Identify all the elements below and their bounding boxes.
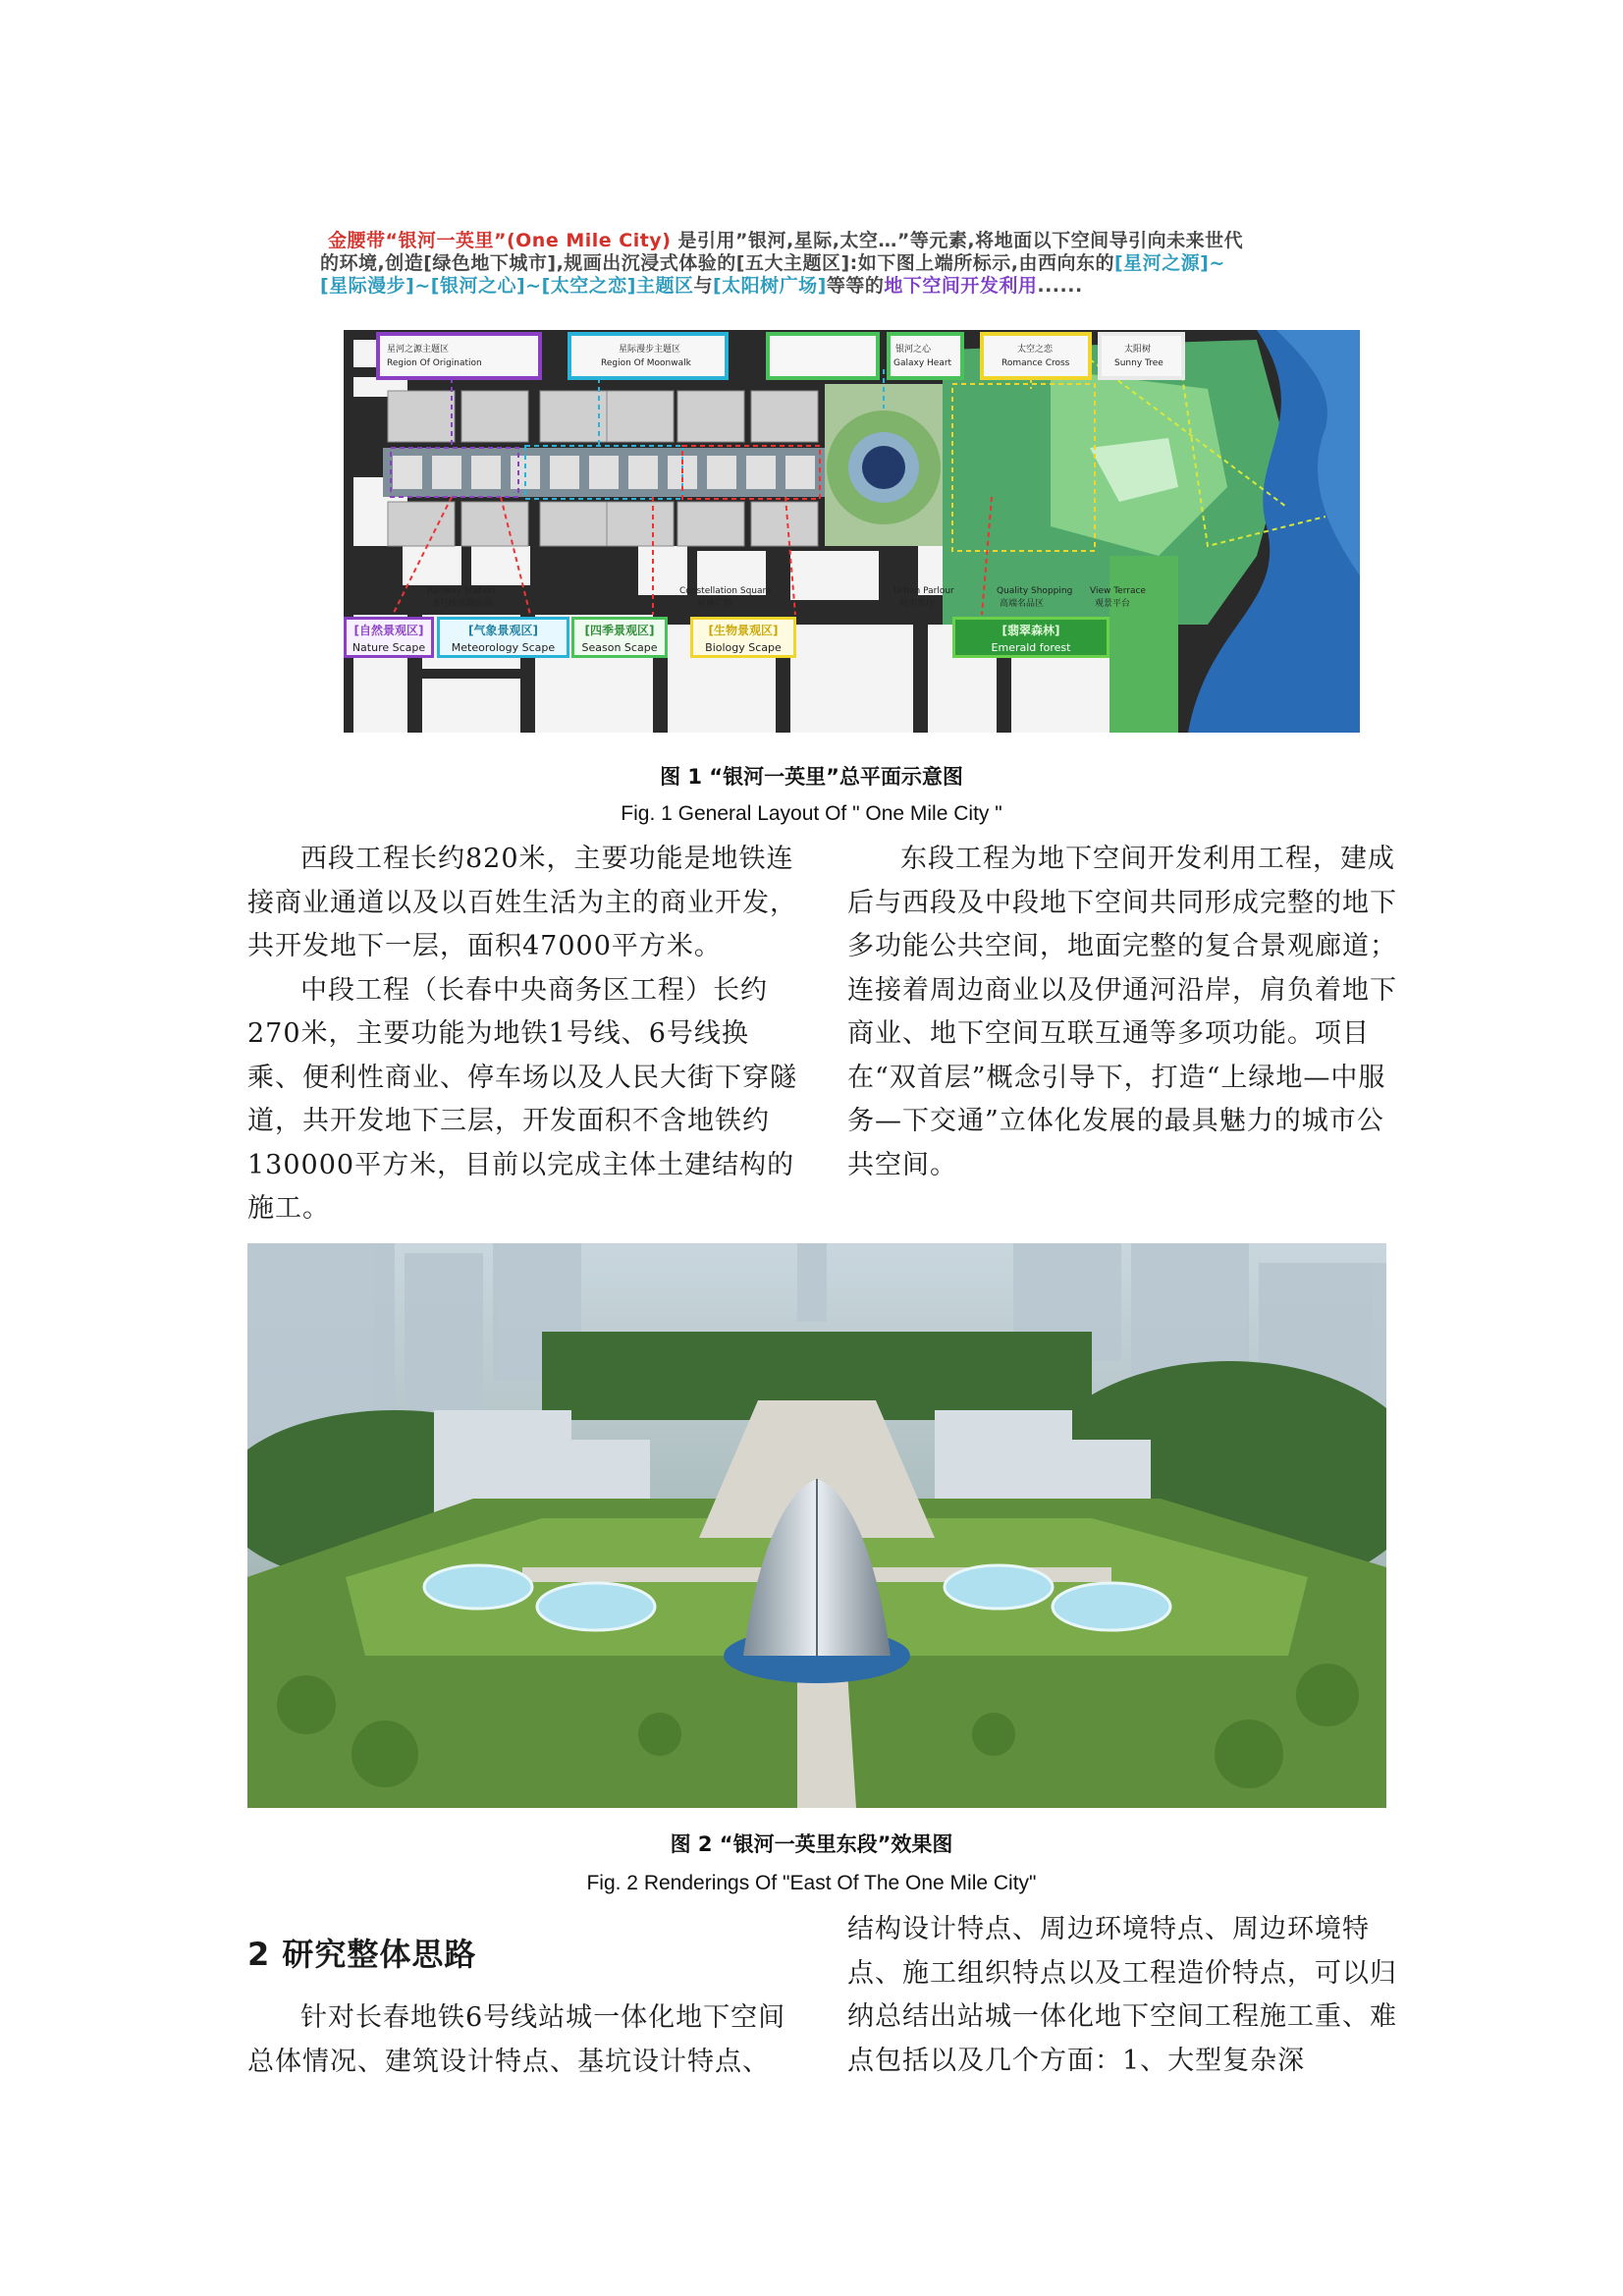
rendering-image bbox=[247, 1243, 1386, 1808]
scape-en: Season Scape bbox=[581, 641, 658, 654]
scape-label-meteorology bbox=[437, 617, 569, 658]
intro-text: 是引用”银河,星际,太空…”等元素,将地面以下空间导引向未来世代 bbox=[671, 230, 1244, 251]
scape-zh: [四季景观区] bbox=[584, 624, 655, 637]
intro-line-1 bbox=[324, 230, 1365, 252]
map-label: Railway Station bbox=[427, 586, 496, 596]
map-label: 高端名品区 bbox=[1000, 599, 1045, 609]
scape-label-nature bbox=[344, 617, 434, 658]
figure1-intro-text bbox=[320, 230, 1365, 298]
map-label: 星座广场 bbox=[697, 599, 733, 609]
intro-text: ...... bbox=[1037, 275, 1083, 297]
paragraph: 针对长春地铁6号线站城一体化地下空间总体情况、建筑设计特点、基坑设计特点、 bbox=[247, 2002, 786, 2077]
intro-text: 的环境,创造[绿色地下城市],规画出沉浸式体验的[五大主题区]:如下图上端所标示,由西向东的 bbox=[320, 252, 1114, 274]
intro-highlight-name: 金腰带“银河一英里”(One Mile City) bbox=[328, 230, 672, 251]
paragraph: 结构设计特点、周边环境特点、周边环境特点、施工组织特点以及工程造价特点，可以归纳总结出站城一体化地下空间工程施工重、难点包括以及几个方面：1、大型复杂深 bbox=[847, 1914, 1397, 2076]
paragraph: 西段工程长约820米，主要功能是地铁连接商业通道以及以百姓生活为主的商业开发，共开发地下一层，面积47000平方米。 bbox=[247, 844, 797, 961]
map-label: 城市客厅 bbox=[899, 599, 936, 609]
right-column-lower bbox=[847, 1908, 1397, 2083]
figure1-caption-zh: 图 1 “银河一英里”总平面示意图 bbox=[660, 765, 963, 789]
scape-zh: [生物景观区] bbox=[708, 624, 779, 637]
figure2-caption-zh: 图 2 “银河一英里东段”效果图 bbox=[670, 1832, 953, 1856]
map-label: 观景平台 bbox=[1095, 599, 1131, 609]
scape-en: Emerald forest bbox=[991, 641, 1071, 654]
zone-label-zh: 太阳树 bbox=[1124, 345, 1152, 355]
figure1-caption-en: Fig. 1 General Layout Of " One Mile City " bbox=[621, 802, 1002, 825]
zone-label-en: Region Of Origination bbox=[387, 358, 482, 368]
zone-label-zh: 银河之心 bbox=[895, 345, 932, 355]
paragraph: 东段工程为地下空间开发利用工程，建成后与西段及中段地下空间共同形成完整的地下多功能公共空间，地面完整的复合景观廊道；连接着周边商业以及伊通河沿岸，肩负着地下商业、地下空间互联互通等多项功能。项目在“双首层”概念引导下，打造“上绿地—中服务—下交通”立体化发展的最具魅力的城市公共空间。 bbox=[847, 844, 1397, 1180]
intro-highlight-zone: [星河之源]~ bbox=[1114, 252, 1225, 274]
scape-label-emerald bbox=[952, 617, 1109, 658]
intro-text: 与 bbox=[693, 275, 713, 297]
master-plan-figure bbox=[344, 330, 1360, 733]
figure2-caption-en: Fig. 2 Renderings Of "East Of The One Mile City" bbox=[586, 1872, 1037, 1894]
scape-en: Biology Scape bbox=[705, 641, 782, 654]
zone-label-zh: 太空之恋 bbox=[1017, 345, 1054, 355]
map-label: Quality Shopping bbox=[997, 586, 1073, 596]
scape-label-season bbox=[571, 617, 668, 658]
paragraph: 中段工程（长春中央商务区工程）长约270米，主要功能为地铁1号线、6号线换乘、便利性商业、停车场以及人民大街下穿隧道，共开发地下三层，开发面积不含地铁约130000平方米，目前以完成主体土建结构的施工。 bbox=[247, 974, 797, 1224]
intro-line-3 bbox=[320, 275, 1365, 298]
intro-highlight-use: 地下空间开发利用 bbox=[884, 275, 1038, 297]
intro-text: 等等的 bbox=[826, 275, 885, 297]
map-label: Urban Parlour bbox=[893, 586, 954, 596]
scape-zh: [自然景观区] bbox=[353, 624, 424, 637]
master-plan-drawing bbox=[344, 330, 1360, 733]
right-column-upper bbox=[847, 838, 1397, 1187]
map-label: 6号线南端站场 bbox=[434, 599, 493, 609]
intro-line-2 bbox=[320, 252, 1365, 275]
intro-highlight-zones: [星际漫步]~[银河之心]~[太空之恋]主题区 bbox=[320, 275, 694, 297]
left-column-lower bbox=[247, 1996, 797, 2084]
map-label: View Terrace bbox=[1090, 586, 1146, 596]
zone-label-en: Romance Cross bbox=[1001, 358, 1070, 368]
scape-en: Nature Scape bbox=[352, 641, 426, 654]
map-label: Constellation Square bbox=[679, 586, 772, 596]
zone-label-zh: 星际漫步主题区 bbox=[619, 345, 681, 355]
scape-label-biology bbox=[690, 617, 796, 658]
zone-label-en: Sunny Tree bbox=[1114, 358, 1163, 368]
zone-label-en: Galaxy Heart bbox=[893, 358, 952, 368]
zone-label-en: Region Of Moonwalk bbox=[601, 358, 691, 368]
left-column-upper bbox=[247, 838, 797, 1231]
rendering-figure bbox=[247, 1243, 1386, 1808]
scape-zh: [翡翠森林] bbox=[1001, 624, 1060, 637]
scape-zh: [气象景观区] bbox=[468, 624, 538, 637]
scape-en: Meteorology Scape bbox=[451, 641, 556, 654]
zone-label-zh: 星河之源主题区 bbox=[387, 345, 450, 355]
intro-highlight-plaza: [太阳树广场] bbox=[712, 275, 827, 297]
section-title: 2 研究整体思路 bbox=[247, 1936, 477, 1973]
